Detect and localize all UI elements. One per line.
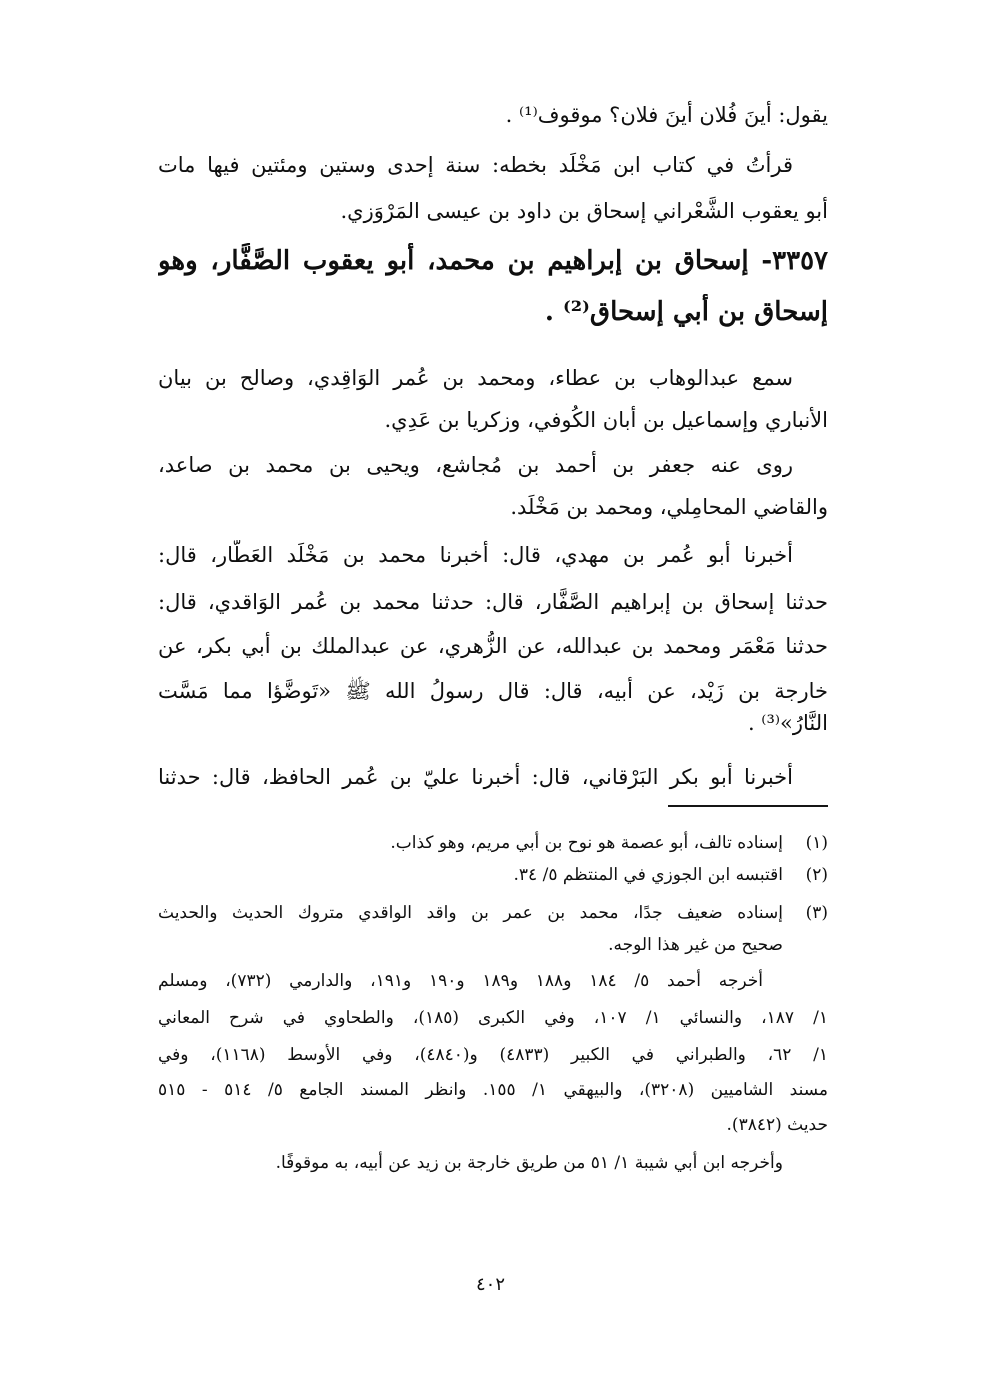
footnote-line: صحيح من غير هذا الوجه. xyxy=(608,935,783,955)
text-line: أبو يعقوب الشَّعْراني إسحاق بن داود بن عيسى المَرْوَزي. xyxy=(340,199,828,223)
text-line: حدثنا إسحاق بن إبراهيم الصَّفَّار، قال: حدثنا محمد بن عُمر الوَاقدي، قال: xyxy=(158,590,828,614)
footnote-number: (٢) xyxy=(805,865,828,885)
footnote-line: إسناده ضعيف جدًا، محمد بن عمر بن واقد الواقدي متروك الحديث والحديث xyxy=(158,903,783,923)
entry-heading: إسحاق بن أبي إسحاق⁽²⁾ . xyxy=(544,297,828,327)
text-line: والقاضي المحامِلي، ومحمد بن مَخْلَد. xyxy=(510,495,828,519)
footnote-line: أخرجه أحمد ٥/ ١٨٤ و١٨٨ و١٨٩ و١٩٠ و١٩١، والدارمي (٧٣٢)، ومسلم xyxy=(158,971,763,991)
footnote-divider xyxy=(668,805,828,807)
footnote-line: ١/ ١٨٧، والنسائي ١/ ١٠٧، وفي الكبرى (١٨٥)، والطحاوي في شرح المعاني xyxy=(158,1008,828,1028)
text-line: حدثنا مَعْمَر ومحمد بن عبدالله، عن الزُّهري، عن عبدالملك بن أبي بكر، عن xyxy=(158,634,828,658)
text-line: أخبرنا أبو بكر البَرْقاني، قال: أخبرنا عليّ بن عُمر الحافظ، قال: حدثنا xyxy=(158,765,793,789)
text-line: النَّارُ»⁽³⁾ . xyxy=(747,711,828,735)
footnote-line: وأخرجه ابن أبي شيبة ١/ ٥١ من طريق خارجة بن زيد عن أبيه، به موقوفًا. xyxy=(275,1153,783,1173)
text-line: سمع عبدالوهاب بن عطاء، ومحمد بن عُمر الوَاقِدي، وصالح بن بيان xyxy=(158,366,793,390)
text-line: خارجة بن زَيْد، عن أبيه، قال: قال رسولُ الله ﷺ «تَوضَّؤا مما مَسَّت xyxy=(158,679,828,703)
page-number: ٤٠٢ xyxy=(475,1274,505,1295)
footnote-line: مسند الشاميين (٣٢٠٨)، والبيهقي ١/ ١٥٥. وانظر المسند الجامع ٥/ ٥١٤ - ٥١٥ xyxy=(158,1080,828,1100)
footnote-line: اقتبسه ابن الجوزي في المنتظم ٥/ ٣٤. xyxy=(513,865,783,885)
footnote-line: إسناده تالف، أبو عصمة هو نوح بن أبي مريم، وهو كذاب. xyxy=(390,833,783,853)
text-line: يقول: أينَ فُلان أينَ فلان؟ موقوف⁽¹⁾ . xyxy=(505,103,828,127)
footnote-number: (٣) xyxy=(805,903,828,923)
entry-heading: ٣٣٥٧- إسحاق بن إبراهيم بن محمد، أبو يعقوب الصَّفَّار، وهو xyxy=(158,246,828,276)
text-line: روى عنه جعفر بن أحمد بن مُجاشع، ويحيى بن محمد بن صاعد، xyxy=(158,453,793,477)
footnote-line: ١/ ٦٢، والطبراني في الكبير (٤٨٣٣) و(٤٨٤٠)، وفي الأوسط (١١٦٨)، وفي xyxy=(158,1045,828,1065)
footnote-number: (١) xyxy=(805,833,828,853)
text-line: قرأتُ في كتاب ابن مَخْلَد بخطه: سنة إحدى وستين ومئتين فيها مات xyxy=(158,153,793,177)
text-line: أخبرنا أبو عُمر بن مهدي، قال: أخبرنا محمد بن مَخْلَد العَطَّار، قال: xyxy=(158,543,793,567)
footnote-line: حديث (٣٨٤٢). xyxy=(726,1115,828,1135)
text-line: الأنباري وإسماعيل بن أبان الكُوفي، وزكريا بن عَدِي. xyxy=(384,408,828,432)
